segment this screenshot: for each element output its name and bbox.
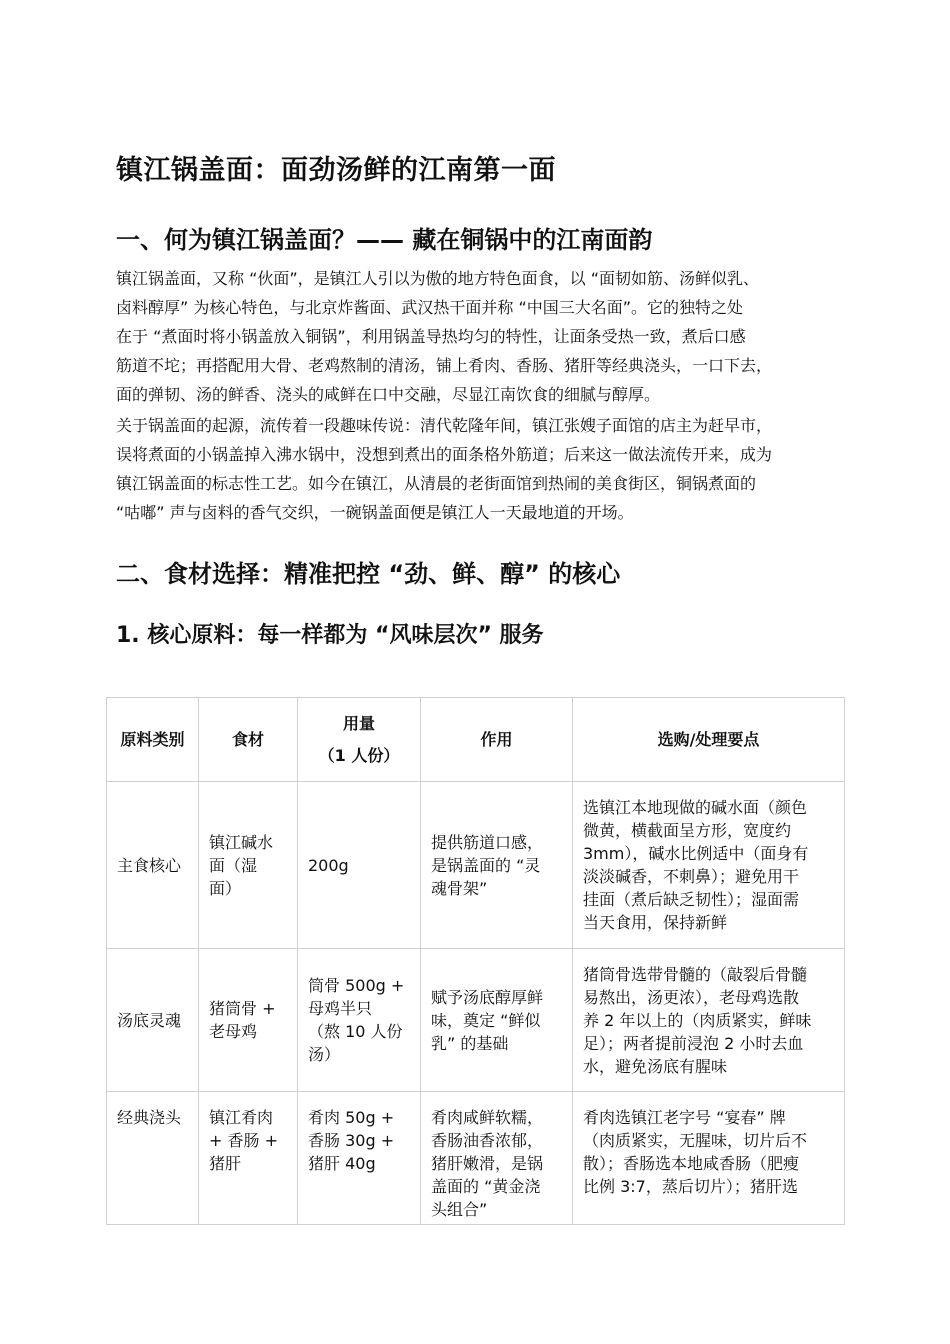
header-amount-line: （1 人份）: [318, 745, 400, 765]
section2-heading: 二、食材选择：精准把控 “劲、鲜、醇” 的核心: [116, 560, 621, 588]
cell-line: （肉质紧实，无腥味，切片后不: [583, 1131, 808, 1150]
cell-category: 主食核心: [107, 782, 199, 949]
table-row: [107, 1092, 845, 1225]
text-line: 卤料醇厚” 为核心特色，与北京炸酱面、武汉热干面并称 “中国三大名面”。它的独特之处: [116, 298, 744, 317]
text-line: 筋道不坨；再搭配用大骨、老鸡熬制的清汤，铺上肴肉、香肠、猪肝等经典浇头，一口下去，: [116, 356, 773, 375]
text-line: 在于 “煮面时将小锅盖放入铜锅”，利用锅盖导热均匀的特性，让面条受热一致，煮后口感: [116, 327, 746, 346]
cell-line: 镇江碱水: [209, 832, 274, 852]
cell-line: 当天食用，保持新鲜: [583, 913, 728, 932]
section1-paragraph-2: [116, 411, 844, 527]
header-role: 作用: [421, 698, 573, 782]
cell-line: 微黄，横截面呈方形，宽度约: [583, 821, 792, 840]
cell-category: 经典浇头: [107, 1092, 199, 1225]
cell-ingredient: [199, 1092, 298, 1225]
cell-role: [421, 1092, 573, 1225]
cell-line: 味，奠定 “鲜似: [431, 1010, 541, 1030]
cell-line: 猪筒骨 +: [209, 999, 276, 1018]
cell-tips: [573, 949, 845, 1092]
cell-line: 养 2 年以上的（肉质紧实，鲜味: [583, 1010, 812, 1030]
text-line: 关于锅盖面的起源，流传着一段趣味传说：清代乾隆年间，镇江张嫂子面馆的店主为赶早市，: [116, 416, 773, 435]
cell-line: 提供筋道口感，: [431, 832, 544, 852]
cell-line: + 香肠 +: [209, 1131, 278, 1150]
section1-heading: 一、何为镇江锅盖面？—— 藏在铜锅中的江南面韵: [116, 226, 653, 254]
cell-line: 淡淡碱香，不刺鼻）；避免用干: [583, 867, 800, 886]
cell-line: 猪肝: [209, 1154, 242, 1173]
header-amount: [298, 698, 421, 782]
cell-line: 香肠 30g +: [308, 1131, 395, 1150]
cell-line: 肴肉选镇江老字号 “宴春” 牌: [583, 1108, 786, 1127]
cell-line: 3mm），碱水比例适中（面身有: [583, 844, 809, 863]
cell-line: 头组合”: [431, 1200, 488, 1219]
cell-line: 选镇江本地现做的碱水面（颜色: [583, 798, 808, 817]
cell-line: 肴肉 50g +: [308, 1108, 395, 1127]
cell-line: 老母鸡: [209, 1022, 258, 1041]
cell-line: 挂面（煮后缺乏韧性）；湿面需: [583, 890, 800, 909]
cell-line: 足）；两者提前浸泡 2 小时去血: [583, 1033, 804, 1053]
cell-line: 是锅盖面的 “灵: [431, 855, 541, 875]
cell-line: 水，避免汤底有腥味: [583, 1056, 728, 1076]
cell-line: 猪肝 40g: [308, 1154, 376, 1173]
text-line: “咕嘟” 声与卤料的香气交织，一碗锅盖面便是镇江人一天最地道的开场。: [116, 503, 634, 522]
header-amount-line: 用量: [342, 713, 375, 733]
cell-tips: [573, 1092, 845, 1225]
ingredients-table: [106, 697, 845, 1225]
cell-line: 母鸡半只: [308, 999, 373, 1018]
cell-line: 筒骨 500g +: [308, 976, 405, 995]
table-header-row: [107, 698, 845, 782]
cell-line: 盖面的 “黄金浇: [431, 1177, 541, 1196]
cell-line: 猪筒骨选带骨髓的（敲裂后骨髓: [583, 964, 808, 984]
cell-line: 易熬出，汤更浓），老母鸡选散: [583, 987, 800, 1007]
section1-paragraph-1: [116, 264, 844, 409]
cell-line: 猪肝嫩滑，是锅: [431, 1154, 544, 1173]
text-line: 镇江锅盖面，又称 “伙面”，是镇江人引以为傲的地方特色面食，以 “面韧如筋、汤鲜似乳、: [116, 269, 760, 288]
cell-line: 镇江肴肉: [209, 1108, 274, 1127]
header-tips: 选购/处理要点: [573, 698, 845, 782]
cell-ingredient: [199, 782, 298, 949]
cell-line: 面）: [209, 878, 242, 898]
cell-role: [421, 782, 573, 949]
cell-amount: [298, 1092, 421, 1225]
cell-line: 比例 3:7，蒸后切片）；猪肝选: [583, 1177, 798, 1196]
cell-amount: [298, 782, 421, 949]
cell-line: 200g: [308, 855, 349, 875]
cell-ingredient: [199, 949, 298, 1092]
table-row: [107, 949, 845, 1092]
cell-line: 魂骨架”: [431, 878, 488, 898]
cell-line: 肴肉咸鲜软糯，: [431, 1108, 544, 1127]
header-category: 原料类别: [107, 698, 199, 782]
header-ingredient: 食材: [199, 698, 298, 782]
cell-role: [421, 949, 573, 1092]
document-title: 镇江锅盖面：面劲汤鲜的江南第一面: [116, 155, 556, 186]
table-row: [107, 782, 845, 949]
cell-tips: [573, 782, 845, 949]
cell-line: 赋予汤底醇厚鲜: [431, 987, 544, 1007]
cell-line: （熬 10 人份: [308, 1022, 403, 1041]
text-line: 误将煮面的小锅盖掉入沸水锅中，没想到煮出的面条格外筋道；后来这一做法流传开来，成为: [116, 445, 773, 464]
text-line: 镇江锅盖面的标志性工艺。如今在镇江，从清晨的老街面馆到热闹的美食街区，铜锅煮面的: [116, 474, 757, 493]
cell-line: 汤）: [308, 1045, 341, 1064]
cell-line: 面（湿: [209, 855, 258, 875]
cell-line: 散）；香肠选本地咸香肠（肥瘦: [583, 1154, 800, 1173]
cell-category: 汤底灵魂: [107, 949, 199, 1092]
subsection-heading: 1. 核心原料：每一样都为 “风味层次” 服务: [116, 623, 544, 648]
cell-amount: [298, 949, 421, 1092]
cell-line: 乳” 的基础: [431, 1033, 509, 1053]
cell-line: 香肠油香浓郁，: [431, 1131, 544, 1150]
text-line: 面的弹韧、汤的鲜香、浇头的咸鲜在口中交融，尽显江南饮食的细腻与醇厚。: [116, 385, 661, 404]
